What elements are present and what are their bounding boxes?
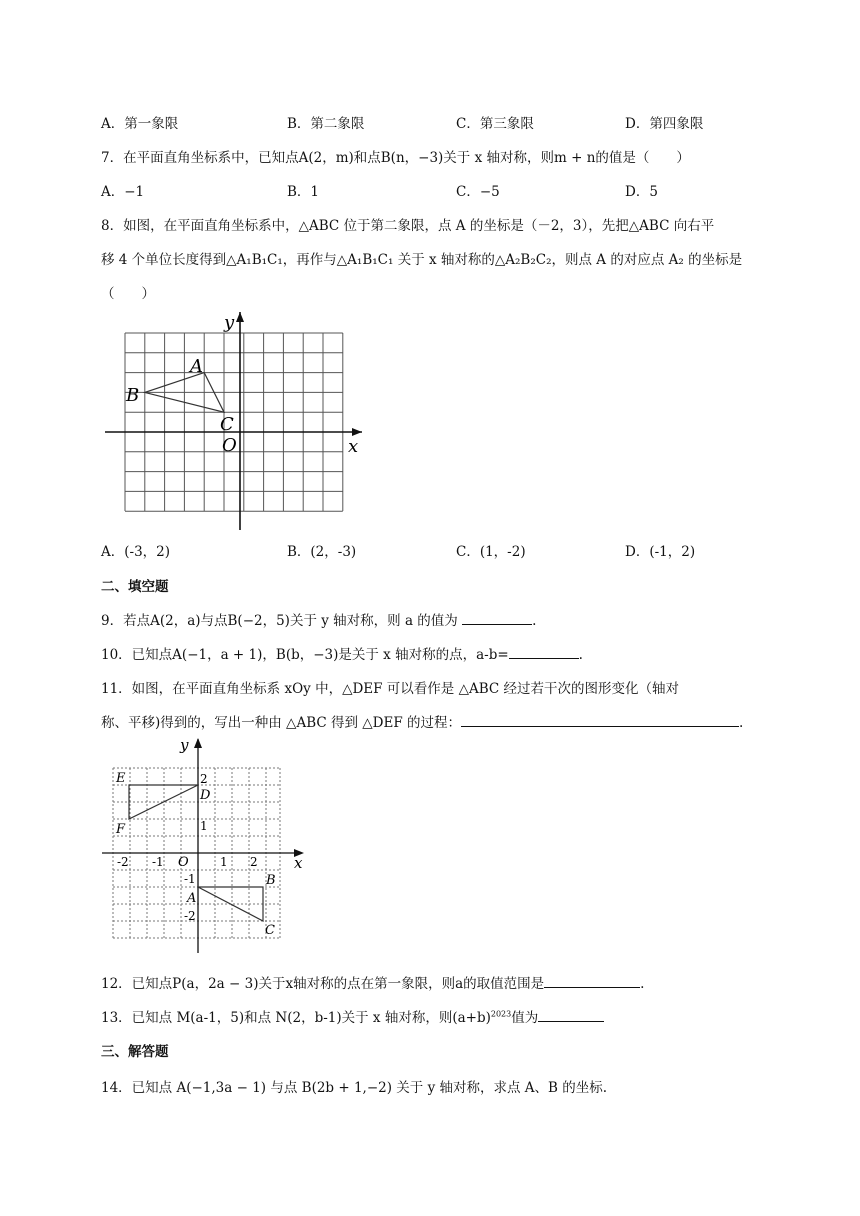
q11-text: 称、平移)得到的，写出一种由 △ABC 得到 △DEF 的过程： (101, 715, 461, 731)
q6-option-b: B．第二象限 (287, 116, 365, 132)
q9-text: 9．若点A(2，a)与点B(−2，5)关于 y 轴对称，则 a 的值为 (101, 613, 458, 629)
q7-question: 7．在平面直角坐标系中，已知点A(2，m)和点B(n，−3)关于 x 轴对称，则m + n的值是（ ） (101, 150, 690, 166)
q11-answer-blank[interactable] (461, 712, 739, 727)
q11-label-e: E (116, 771, 126, 786)
q6-option-c: C．第三象限 (456, 116, 534, 132)
q11-tick-y-neg2: -2 (184, 909, 196, 923)
q8-question-line2: 移 4 个单位长度得到△A₁B₁C₁，再作与△A₁B₁C₁ 关于 x 轴对称的△A₂B₂C₂，则点 A 的对应点 A₂ 的坐标是 (101, 252, 743, 268)
q9-end: . (532, 613, 537, 629)
q14-question: 14．已知点 A(−1,3a − 1) 与点 B(2b + 1,−2) 关于 y 轴对称，求点 A、B 的坐标. (101, 1080, 608, 1096)
q8-y-arrow (236, 312, 244, 322)
q8-x-label: x (348, 436, 359, 457)
q8-label-c: C (220, 414, 234, 435)
q11-question-line2 (101, 711, 743, 731)
q11-label-f: F (116, 822, 126, 837)
q8-coordinate-figure (100, 308, 370, 534)
q8-y-label: y (224, 312, 235, 333)
q7-option-a: A．−1 (101, 184, 145, 200)
q8-label-o: O (222, 435, 237, 456)
q11-tick-x-neg2: -2 (117, 855, 129, 869)
section-answer-title: 三、解答题 (101, 1044, 169, 1060)
q8-x-arrow (352, 428, 362, 436)
q11-end: . (739, 715, 744, 731)
q13-text-end: 值为 (511, 1010, 539, 1026)
q8-grid (125, 333, 343, 511)
q8-option-b: B．(2，-3) (287, 544, 357, 560)
q13-exponent: 2023 (490, 1009, 512, 1019)
q7-option-c: C．−5 (456, 184, 500, 200)
q10-end: . (578, 647, 583, 663)
q8-question-line3: （ ） (101, 286, 155, 302)
q12-end: . (640, 976, 645, 992)
q12-question (101, 972, 644, 992)
q6-option-a: A．第一象限 (101, 116, 179, 132)
q13-question (101, 1006, 604, 1026)
section-fill-in-title: 二、填空题 (101, 579, 169, 595)
q10-question (101, 643, 583, 663)
q11-y-arrow (194, 738, 202, 748)
q13-answer-blank[interactable] (538, 1007, 604, 1022)
q11-label-a: A (187, 891, 197, 906)
q8-question-line1: 8．如图，在平面直角坐标系中，△ABC 位于第二象限，点 A 的坐标是（－2，3），先把△ABC 向右平 (101, 218, 715, 234)
q11-label-c: C (265, 923, 275, 938)
q11-tick-y-1: 1 (200, 819, 208, 833)
q12-answer-blank[interactable] (544, 973, 640, 988)
q7-option-d: D．5 (625, 184, 658, 200)
q11-label-o: O (178, 855, 189, 870)
q8-option-a: A．(-3，2) (101, 544, 171, 560)
q11-tick-x-1: 1 (220, 855, 228, 869)
q11-tick-x-neg1: -1 (152, 855, 164, 869)
q11-y-label: y (180, 736, 189, 754)
q11-label-b: B (266, 873, 276, 888)
q11-coordinate-figure (100, 735, 310, 957)
q10-answer-blank[interactable] (509, 644, 579, 659)
q11-label-d: D (200, 788, 211, 803)
q8-label-a: A (190, 356, 203, 377)
q6-option-d: D．第四象限 (625, 116, 704, 132)
q11-x-label: x (294, 854, 303, 872)
q9-answer-blank[interactable] (462, 610, 532, 625)
q11-question-line1: 11．如图，在平面直角坐标系 xOy 中，△DEF 可以看作是 △ABC 经过若干次的图形变化（轴对 (101, 681, 680, 697)
q8-option-d: D．(-1，2) (625, 544, 696, 560)
q9-question (101, 609, 536, 629)
q8-option-c: C．(1，-2) (456, 544, 526, 560)
q13-text: 13．已知点 M(a-1，5)和点 N(2，b-1)关于 x 轴对称，则(a+b) (101, 1010, 491, 1026)
q11-tick-x-2: 2 (250, 855, 258, 869)
q11-tick-y-2: 2 (200, 772, 208, 786)
q11-tick-y-neg1: -1 (184, 872, 196, 886)
q7-option-b: B．1 (287, 184, 320, 200)
q10-text: 10．已知点A(−1，a + 1)，B(b，−3)是关于 x 轴对称的点，a-b= (101, 647, 509, 663)
q8-label-b: B (126, 385, 140, 406)
q12-text: 12．已知点P(a，2a − 3)关于x轴对称的点在第一象限，则a的取值范围是 (101, 976, 545, 992)
